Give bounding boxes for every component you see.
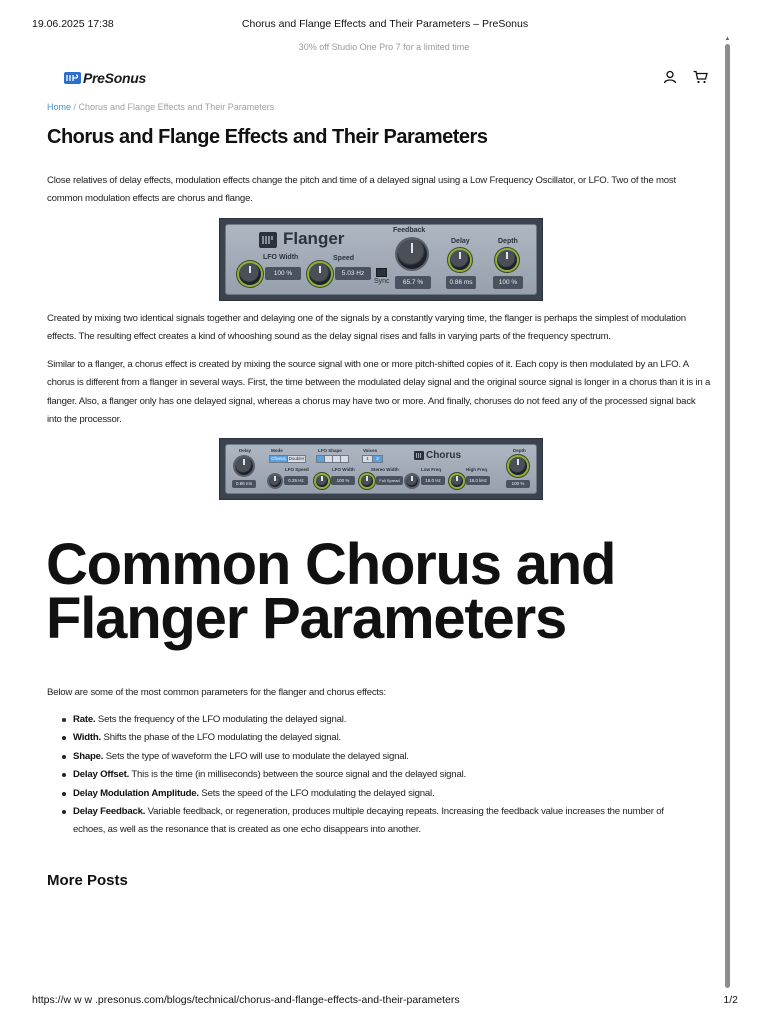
flanger-lfo-width-label: LFO Width <box>263 254 299 261</box>
chorus-delay-label: Delay <box>239 448 252 453</box>
list-item <box>47 766 697 784</box>
scrollbar[interactable] <box>724 36 731 988</box>
flanger-speed-knob[interactable] <box>309 263 331 285</box>
params-intro: Below are some of the most common parameters for the flanger and chorus effects: <box>47 687 386 698</box>
intro-paragraph: Close relatives of delay effects, modulation effects change the pitch and time of a delayed signal using a Low Frequency Oscillator, or LFO. Two of the most common modulation effects are chorus and flange. <box>47 175 676 205</box>
param-desc: Sets the speed of the LFO modulating the delayed signal. <box>198 787 435 799</box>
param-term: Rate. <box>73 714 96 725</box>
presonus-badge-icon <box>259 232 277 248</box>
chorus-lfo-speed-knob[interactable] <box>269 475 281 487</box>
print-page-number: 1/2 <box>723 994 738 1006</box>
flanger-depth-value: 100 % <box>493 276 523 289</box>
chorus-title: Chorus <box>426 450 461 461</box>
print-date: 19.06.2025 17:38 <box>32 18 114 30</box>
chorus-lfo-width-label: LFO Width <box>332 467 355 472</box>
flanger-depth-label: Depth <box>498 238 518 245</box>
flanger-depth-knob[interactable] <box>497 250 517 270</box>
list-item <box>47 803 697 840</box>
breadcrumb <box>47 102 274 112</box>
flanger-paragraph: Created by mixing two identical signals together and delaying one of the signals by a constantly varying time, the flanger is perhaps the simplest of modulation effects. The resulting effect creates a kind of whooshing sound as the delay signal rises and falls in varying parts of the frequency spectrum. <box>47 313 686 343</box>
param-desc: Sets the type of waveform the LFO will use to modulate the delayed signal. <box>103 750 409 762</box>
chorus-paragraph: Similar to a flanger, a chorus effect is created by mixing the source signal with one or more pitch-shifted copies of it. Each copy is then modulated by an LFO. A chorus is different from a flanger in several ways. First, the time between the modulated delay signal and the original source signal is longer in a chorus than it is in a flanger. Also, a flanger only has one delayed signal, whereas a chorus may have two or more. And finally, choruses do not feed any of the processed signal back into the processor. <box>47 359 711 426</box>
list-item <box>47 729 697 747</box>
chorus-lfo-shape-square-button[interactable] <box>340 455 349 463</box>
chorus-depth-knob[interactable] <box>509 457 527 475</box>
chorus-delay-value: 0.86 ms <box>232 480 256 488</box>
flanger-feedback-value: 65.7 % <box>395 276 431 289</box>
breadcrumb-current: Chorus and Flange Effects and Their Parameters <box>78 102 275 112</box>
chorus-voices-2-button[interactable]: 2 <box>372 455 383 463</box>
chorus-low-freq-value: 16.0 Hz <box>421 476 445 485</box>
flanger-delay-knob[interactable] <box>450 250 470 270</box>
param-term: Delay Feedback. <box>73 806 146 818</box>
chorus-voices-label: Voices <box>363 448 378 453</box>
logo-text: PreSonus <box>83 70 146 86</box>
top-navigation <box>64 68 708 90</box>
presonus-logo[interactable] <box>64 70 146 86</box>
section-heading: Common Chorus and Flanger Parameters <box>46 532 616 651</box>
param-desc: Sets the frequency of the LFO modulating the delayed signal. <box>95 714 347 725</box>
chorus-delay-knob[interactable] <box>235 457 253 475</box>
flanger-delay-label: Delay <box>451 238 470 245</box>
param-term: Width. <box>73 732 102 744</box>
chorus-lfo-speed-label: LFO Speed <box>285 467 309 472</box>
chorus-low-freq-label: Low Freq <box>421 467 441 472</box>
chorus-depth-label: Depth <box>513 448 526 453</box>
flanger-delay-value: 0.86 ms <box>446 276 476 289</box>
chorus-lfo-width-value: 100 % <box>331 476 355 485</box>
chorus-mode-chorus-button[interactable]: Chorus <box>269 455 288 463</box>
print-url: https://w w w .presonus.com/blogs/technical/chorus-and-flange-effects-and-their-parameters <box>32 994 460 1006</box>
flanger-speed-value: 5.03 Hz <box>335 267 371 280</box>
chorus-low-freq-knob[interactable] <box>406 475 418 487</box>
chorus-depth-value: 100 % <box>506 480 530 488</box>
chorus-voices-1-button[interactable]: 1 <box>362 455 373 463</box>
flanger-feedback-knob[interactable] <box>397 239 427 269</box>
flanger-plugin-image <box>219 218 543 301</box>
chorus-stereo-width-value: Full Spread <box>376 476 403 485</box>
chorus-lfo-width-knob[interactable] <box>316 475 328 487</box>
param-desc: Shifts the phase of the LFO modulating the delayed signal. <box>101 732 341 744</box>
flanger-sync-toggle[interactable] <box>376 268 387 277</box>
chorus-mode-label: Mode <box>271 448 283 453</box>
chorus-high-freq-label: High Freq <box>466 467 487 472</box>
list-item <box>47 748 697 766</box>
param-desc: This is the time (in milliseconds) between the source signal and the delayed signal. <box>129 769 466 781</box>
chorus-lfo-speed-value: 0.25 Hz <box>284 476 308 485</box>
print-footer <box>32 994 738 1008</box>
page-title: Chorus and Flange Effects and Their Parameters <box>47 126 488 148</box>
more-posts-heading: More Posts <box>47 872 128 889</box>
list-item <box>47 711 697 729</box>
chorus-lfo-shape-label: LFO Shape <box>318 448 342 453</box>
breadcrumb-separator: / <box>71 102 79 112</box>
param-term: Delay Offset. <box>73 769 130 781</box>
chorus-plugin-image <box>219 438 543 500</box>
param-term: Delay Modulation Amplitude. <box>73 787 199 799</box>
chorus-stereo-width-knob[interactable] <box>361 475 373 487</box>
cart-icon[interactable] <box>693 70 708 84</box>
presonus-badge-icon <box>414 451 424 460</box>
print-header <box>32 18 738 32</box>
chorus-plugin-panel <box>225 444 537 494</box>
list-item <box>47 785 697 803</box>
chorus-mode-doubler-button[interactable]: Doubler <box>288 456 305 461</box>
promo-banner[interactable]: 30% off Studio One Pro 7 for a limited time <box>298 42 470 52</box>
print-page-title: Chorus and Flange Effects and Their Parameters – PreSonus <box>241 18 529 30</box>
flanger-lfo-width-value: 100 % <box>265 267 301 280</box>
param-term: Shape. <box>73 750 104 762</box>
chorus-high-freq-knob[interactable] <box>451 475 463 487</box>
breadcrumb-home-link[interactable]: Home <box>47 102 72 112</box>
scroll-up-arrow-icon[interactable]: ▲ <box>724 36 731 42</box>
flanger-lfo-width-knob[interactable] <box>239 263 261 285</box>
chorus-stereo-width-label: Stereo Width <box>371 467 399 472</box>
account-icon[interactable] <box>663 70 677 84</box>
parameter-list <box>47 711 697 840</box>
presonus-logo-icon <box>64 71 81 85</box>
flanger-speed-label: Speed <box>333 255 355 262</box>
param-desc: Variable feedback, or regeneration, produces multiple decaying repeats. Increasing the feedback value increases the number of echoes, as well as the resonance that is created as one echo disappears into another. <box>73 806 664 836</box>
flanger-sync-label: Sync <box>374 278 390 285</box>
flanger-feedback-label: Feedback <box>393 227 426 234</box>
flanger-title: Flanger <box>283 229 345 248</box>
chorus-high-freq-value: 18.0 kHz <box>466 476 490 485</box>
scrollbar-thumb[interactable] <box>725 44 730 988</box>
flanger-plugin-panel <box>225 224 537 295</box>
